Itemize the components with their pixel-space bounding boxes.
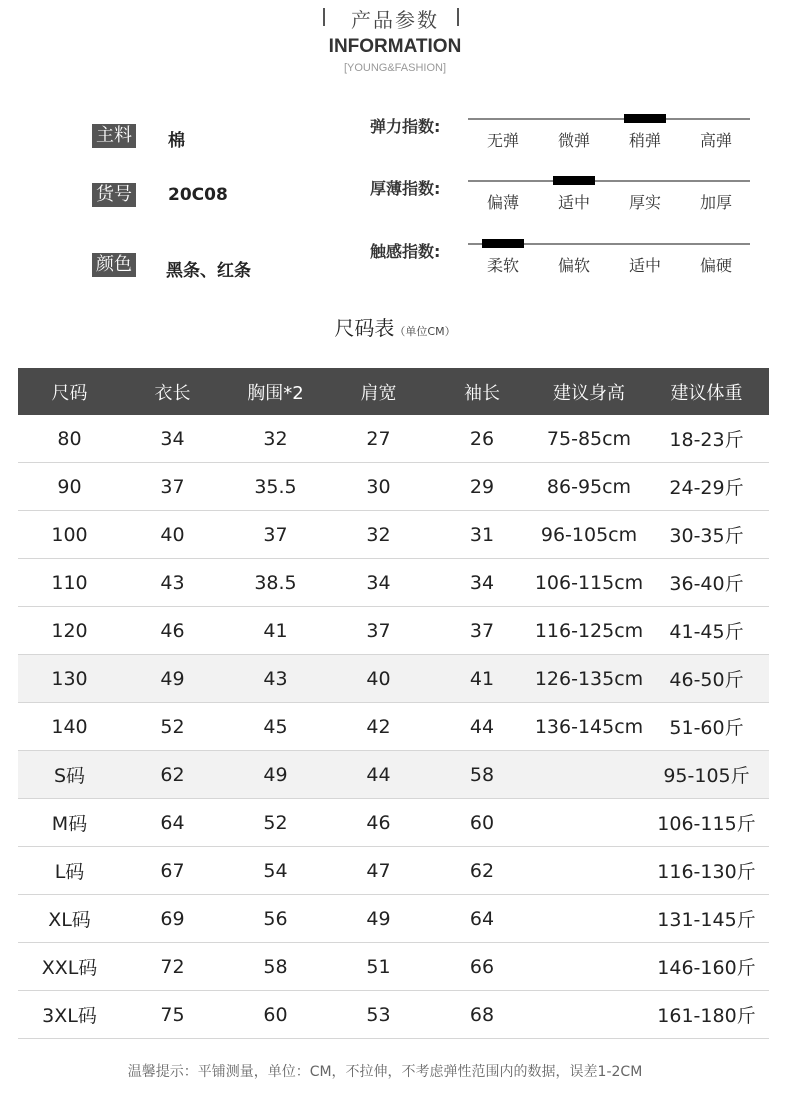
table-cell	[534, 751, 644, 799]
table-cell: 95-105斤	[644, 751, 769, 799]
index-selected-marker	[624, 114, 666, 123]
table-cell: 44	[327, 751, 430, 799]
table-cell: 46	[327, 799, 430, 847]
table-cell: 49	[121, 655, 224, 703]
column-header: 建议身高	[534, 368, 644, 415]
table-cell: 37	[224, 511, 327, 559]
table-cell: 37	[430, 607, 534, 655]
table-cell: 68	[430, 991, 534, 1039]
index-option: 无弹	[486, 131, 519, 150]
index-label: 厚薄指数:	[370, 179, 441, 198]
table-cell: 52	[121, 703, 224, 751]
table-cell: 66	[430, 943, 534, 991]
size-table	[18, 368, 769, 1039]
index-scale-line	[468, 180, 750, 182]
table-cell: 126-135cm	[534, 655, 644, 703]
table-cell: 161-180斤	[644, 991, 769, 1039]
title-right-bar	[457, 8, 459, 26]
table-cell: 51-60斤	[644, 703, 769, 751]
section-subtitle: [YOUNG&FASHION]	[343, 62, 447, 74]
index-selected-marker	[482, 239, 524, 248]
table-row	[18, 895, 769, 943]
table-cell: 106-115斤	[644, 799, 769, 847]
table-cell: 72	[121, 943, 224, 991]
color-value: 黑条、红条	[166, 261, 251, 281]
table-cell: 52	[224, 799, 327, 847]
table-row	[18, 847, 769, 895]
table-cell: 30-35斤	[644, 511, 769, 559]
table-cell: 116-130斤	[644, 847, 769, 895]
table-cell: 46-50斤	[644, 655, 769, 703]
table-cell: 43	[121, 559, 224, 607]
column-header: 袖长	[430, 368, 534, 415]
material-value: 棉	[168, 131, 185, 151]
table-cell: M码	[18, 799, 121, 847]
table-cell: 41	[430, 655, 534, 703]
table-cell: 62	[430, 847, 534, 895]
table-cell: 120	[18, 607, 121, 655]
table-cell: 54	[224, 847, 327, 895]
table-cell: 53	[327, 991, 430, 1039]
table-cell: 90	[18, 463, 121, 511]
table-cell: 29	[430, 463, 534, 511]
table-cell: 34	[327, 559, 430, 607]
table-cell: 60	[430, 799, 534, 847]
table-cell: XXL码	[18, 943, 121, 991]
table-cell: 80	[18, 415, 121, 463]
table-cell: 75-85cm	[534, 415, 644, 463]
column-header: 肩宽	[327, 368, 430, 415]
table-cell	[534, 943, 644, 991]
table-cell: 37	[121, 463, 224, 511]
table-cell: 51	[327, 943, 430, 991]
table-row	[18, 415, 769, 463]
table-cell: 46	[121, 607, 224, 655]
column-header: 胸围*2	[224, 368, 327, 415]
table-cell: 42	[327, 703, 430, 751]
index-option: 柔软	[486, 256, 519, 275]
table-cell	[534, 991, 644, 1039]
table-cell: 106-115cm	[534, 559, 644, 607]
table-cell	[534, 895, 644, 943]
table-cell: 56	[224, 895, 327, 943]
size-chart-title-text: 尺码表	[334, 316, 395, 340]
table-cell: 116-125cm	[534, 607, 644, 655]
table-cell: 49	[327, 895, 430, 943]
table-cell: 26	[430, 415, 534, 463]
table-cell: 27	[327, 415, 430, 463]
table-cell: 131-145斤	[644, 895, 769, 943]
index-label: 触感指数:	[370, 242, 441, 261]
table-cell: 110	[18, 559, 121, 607]
section-title: 产品参数	[351, 8, 439, 32]
size-chart-unit: （单位CM）	[394, 325, 456, 338]
table-cell: 86-95cm	[534, 463, 644, 511]
table-cell: L码	[18, 847, 121, 895]
table-cell	[534, 799, 644, 847]
table-row	[18, 511, 769, 559]
color-tag: 颜色	[92, 253, 136, 277]
index-selected-marker	[553, 176, 595, 185]
column-header: 建议体重	[644, 368, 769, 415]
sku-tag: 货号	[92, 183, 136, 207]
size-table-header	[18, 368, 769, 415]
table-row	[18, 751, 769, 799]
column-header: 尺码	[18, 368, 121, 415]
table-cell: 47	[327, 847, 430, 895]
table-row	[18, 607, 769, 655]
size-chart-title	[0, 312, 790, 341]
table-cell: 140	[18, 703, 121, 751]
material-tag: 主料	[92, 124, 136, 148]
sku-value: 20C08	[168, 185, 228, 205]
table-cell: 37	[327, 607, 430, 655]
table-cell: 58	[430, 751, 534, 799]
index-option: 偏硬	[699, 256, 732, 275]
table-row	[18, 991, 769, 1039]
table-cell: 24-29斤	[644, 463, 769, 511]
table-cell: XL码	[18, 895, 121, 943]
table-cell: 34	[121, 415, 224, 463]
table-cell: 32	[224, 415, 327, 463]
table-cell: 136-145cm	[534, 703, 644, 751]
table-cell: 18-23斤	[644, 415, 769, 463]
table-cell: 41	[224, 607, 327, 655]
table-cell: 40	[327, 655, 430, 703]
table-cell: 45	[224, 703, 327, 751]
index-option: 稍弹	[628, 131, 661, 150]
table-cell: 67	[121, 847, 224, 895]
table-cell: 40	[121, 511, 224, 559]
table-cell: 35.5	[224, 463, 327, 511]
table-cell: 31	[430, 511, 534, 559]
index-option: 厚实	[628, 193, 661, 212]
column-header: 衣长	[121, 368, 224, 415]
table-cell: 38.5	[224, 559, 327, 607]
index-option: 偏软	[557, 256, 590, 275]
table-cell: 30	[327, 463, 430, 511]
measurement-note: 温馨提示：平铺测量，单位：CM，不拉伸，不考虑弹性范围内的数据，误差1-2CM	[127, 1064, 643, 1080]
table-cell: 49	[224, 751, 327, 799]
table-cell: S码	[18, 751, 121, 799]
index-option: 加厚	[699, 193, 732, 212]
table-cell: 100	[18, 511, 121, 559]
table-cell: 130	[18, 655, 121, 703]
index-option: 适中	[557, 193, 590, 212]
table-cell: 41-45斤	[644, 607, 769, 655]
index-label: 弹力指数:	[370, 117, 441, 136]
table-cell: 36-40斤	[644, 559, 769, 607]
table-cell: 34	[430, 559, 534, 607]
table-row	[18, 943, 769, 991]
table-row	[18, 799, 769, 847]
section-title-en: INFORMATION	[328, 36, 462, 57]
table-row	[18, 655, 769, 703]
table-cell: 69	[121, 895, 224, 943]
table-cell: 58	[224, 943, 327, 991]
table-cell: 44	[430, 703, 534, 751]
table-cell: 64	[121, 799, 224, 847]
table-row	[18, 463, 769, 511]
table-cell: 64	[430, 895, 534, 943]
table-cell: 43	[224, 655, 327, 703]
index-option: 适中	[628, 256, 661, 275]
index-option: 微弹	[557, 131, 590, 150]
table-row	[18, 703, 769, 751]
table-cell: 32	[327, 511, 430, 559]
table-cell: 62	[121, 751, 224, 799]
index-option: 偏薄	[486, 193, 519, 212]
table-cell: 75	[121, 991, 224, 1039]
table-cell: 60	[224, 991, 327, 1039]
table-cell: 96-105cm	[534, 511, 644, 559]
index-scale-line	[468, 118, 750, 120]
table-cell	[534, 847, 644, 895]
table-row	[18, 559, 769, 607]
table-cell: 3XL码	[18, 991, 121, 1039]
index-option: 高弹	[699, 131, 732, 150]
table-cell: 146-160斤	[644, 943, 769, 991]
